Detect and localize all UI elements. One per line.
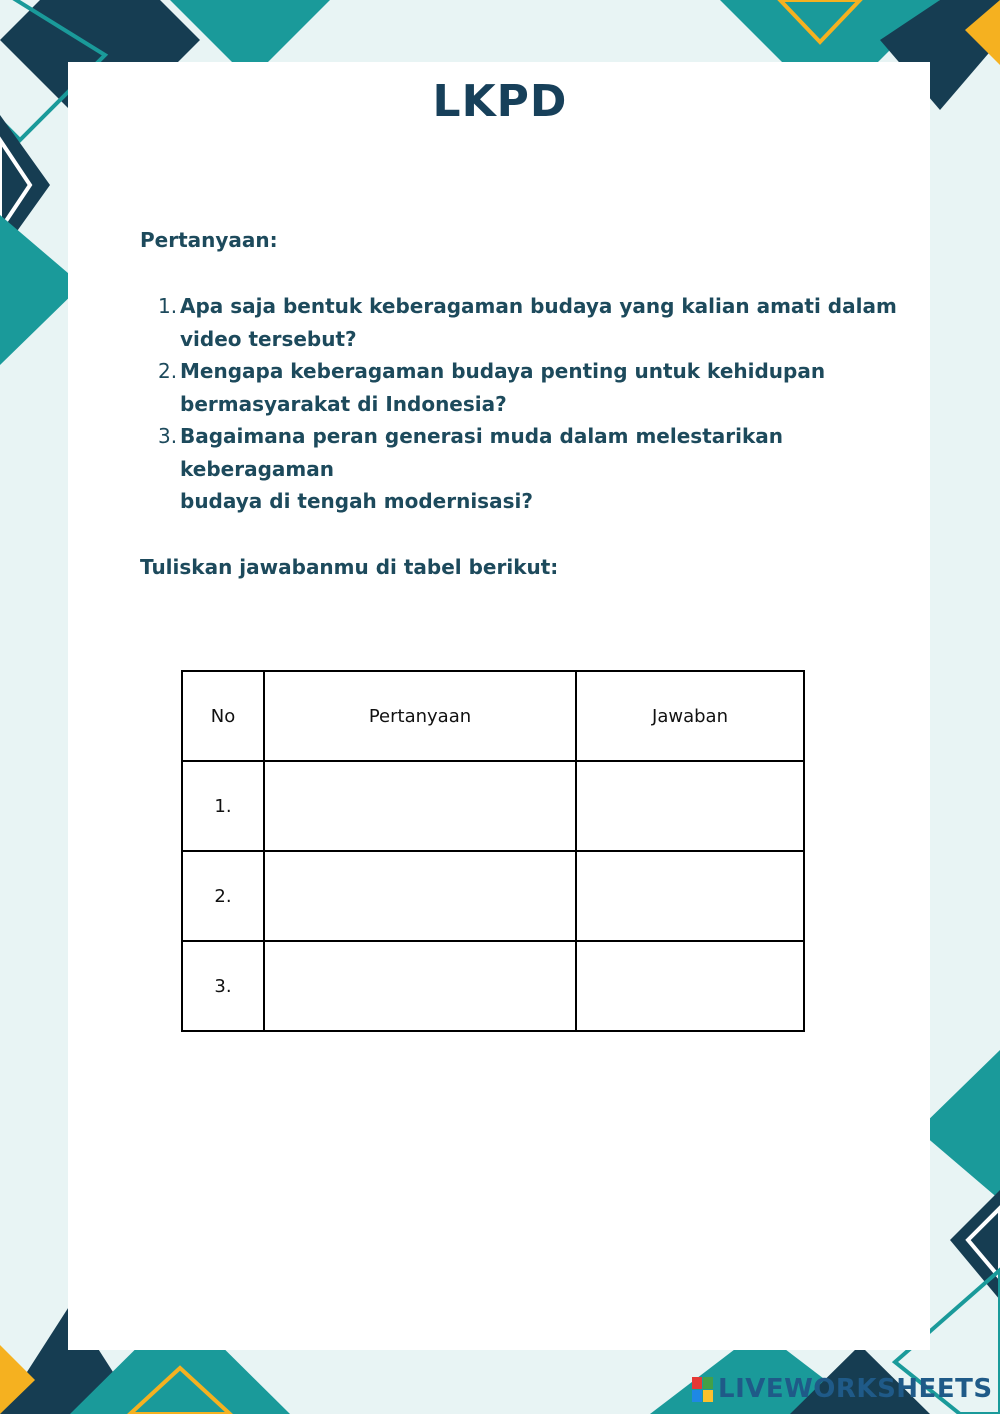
question-text-line: bermasyarakat di Indonesia? bbox=[180, 391, 507, 416]
header-pertanyaan: Pertanyaan bbox=[264, 671, 576, 761]
question-item bbox=[158, 355, 898, 420]
row-number: 3. bbox=[182, 941, 264, 1031]
question-number: 3. bbox=[158, 424, 178, 448]
jawaban-cell[interactable] bbox=[576, 941, 804, 1031]
row-number: 2. bbox=[182, 851, 264, 941]
jawaban-cell[interactable] bbox=[576, 761, 804, 851]
pertanyaan-cell[interactable] bbox=[264, 851, 576, 941]
question-number: 1. bbox=[158, 294, 178, 318]
table-row bbox=[182, 851, 804, 941]
question-text-line: budaya di tengah modernisasi? bbox=[180, 489, 533, 513]
deco-shape bbox=[950, 1190, 1000, 1300]
liveworksheets-logo-icon bbox=[692, 1377, 714, 1403]
question-item bbox=[158, 290, 898, 355]
watermark-text: LIVEWORKSHEETS bbox=[718, 1374, 993, 1404]
questions-label: Pertanyaan: bbox=[140, 228, 278, 252]
question-text-line: Bagaimana peran generasi muda dalam melestarikan keberagaman bbox=[180, 424, 784, 481]
pertanyaan-cell[interactable] bbox=[264, 941, 576, 1031]
header-jawaban: Jawaban bbox=[576, 671, 804, 761]
table-header-row bbox=[182, 671, 804, 761]
question-number: 2. bbox=[158, 359, 178, 383]
header-no: No bbox=[182, 671, 264, 761]
jawaban-cell[interactable] bbox=[576, 851, 804, 941]
question-text-line: Mengapa keberagaman budaya penting untuk kehidupan bbox=[180, 359, 826, 383]
table-row bbox=[182, 941, 804, 1031]
row-number: 1. bbox=[182, 761, 264, 851]
answer-table bbox=[181, 670, 805, 1032]
question-list bbox=[158, 290, 898, 518]
deco-shape bbox=[918, 1050, 1000, 1200]
question-item bbox=[158, 420, 898, 518]
question-text-line: Apa saja bentuk keberagaman budaya yang kalian amati dalam bbox=[180, 294, 897, 318]
instruction-text: Tuliskan jawabanmu di tabel berikut: bbox=[140, 555, 559, 579]
table-row bbox=[182, 761, 804, 851]
pertanyaan-cell[interactable] bbox=[264, 761, 576, 851]
question-text-line: video tersebut? bbox=[180, 326, 357, 351]
page-title: LKPD bbox=[432, 76, 568, 127]
